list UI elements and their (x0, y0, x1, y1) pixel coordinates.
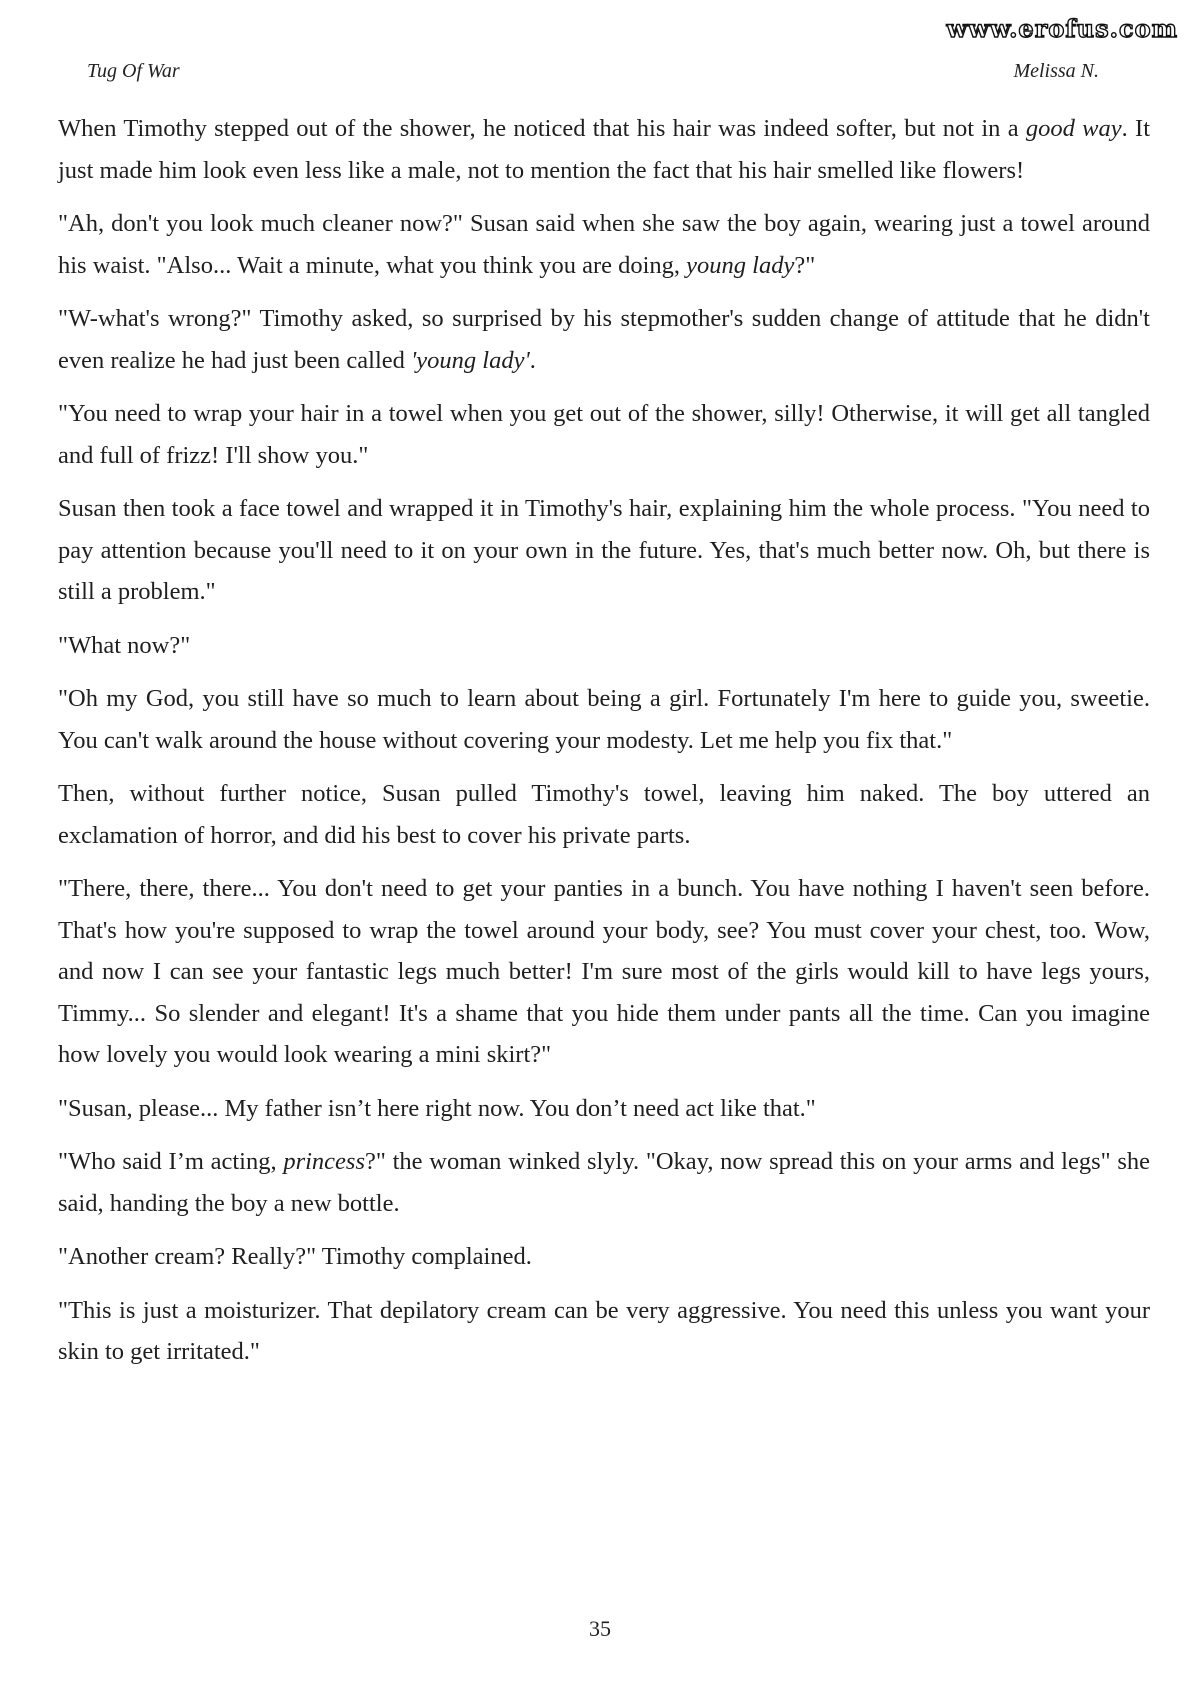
paragraph (58, 868, 1150, 1076)
text-run: "Another cream? Really?" Timothy complained. (58, 1243, 532, 1270)
paragraph (58, 203, 1150, 286)
paragraph (58, 393, 1150, 476)
paragraph (58, 108, 1150, 191)
book-title: Tug Of War (87, 60, 180, 82)
paragraph (58, 488, 1150, 613)
text-run: "Ah, don't you look much cleaner now?" Susan said when she saw the boy again, wearing just a towel around his waist. "Also... Wait a minute, what you think you are doing, (58, 210, 1150, 279)
text-run: "There, there, there... You don't need to get your panties in a bunch. You have nothing I haven't seen before. That's how you're supposed to wrap the towel around your body, see? You must cover your chest, too. Wow, and now I can see your fantastic legs much better! I'm sure most of the girls would kill to have legs yours, Timmy... So slender and elegant! It's a shame that you hide them under pants all the time. Can you imagine how lovely you would look wearing a mini skirt?" (58, 875, 1150, 1068)
paragraph (58, 1236, 1150, 1278)
text-run: . (529, 346, 536, 374)
page-number: 35 (589, 1616, 611, 1641)
paragraph (58, 298, 1150, 381)
text-run: ?" (794, 251, 816, 279)
text-run: . It just made him look even less like a male, not to mention the fact that his hair smelled like flowers! (58, 115, 1150, 184)
author-name: Melissa N. (1013, 60, 1099, 82)
text-run: ?" the woman winked slyly. "Okay, now spread this on your arms and legs" she said, handing the boy a new bottle. (58, 1148, 1151, 1217)
text-run: "W-what's wrong?" Timothy asked, so surprised by his stepmother's sudden change of attitude that he didn't even realize he had just been called (58, 305, 1150, 374)
emphasis-text: young lady (686, 251, 795, 279)
text-run: "This is just a moisturizer. That depilatory cream can be very aggressive. You need this unless you want your skin to get irritated." (58, 1296, 1150, 1365)
text-run: "Oh my God, you still have so much to learn about being a girl. Fortunately I'm here to guide you, sweetie. You can't walk around the house without covering your modesty. Let me help you fix that." (58, 685, 1150, 754)
text-run: "What now?" (58, 631, 191, 659)
body-text (58, 108, 1150, 1385)
paragraph (58, 773, 1150, 856)
emphasis-text: princess (283, 1148, 366, 1175)
text-run: "You need to wrap your hair in a towel when you get out of the shower, silly! Otherwise, it will get all tangled and full of frizz! I'll show you." (58, 400, 1150, 469)
emphasis-text: good way (1025, 115, 1122, 142)
text-run: "Who said I’m acting, (58, 1148, 284, 1175)
text-run: "Susan, please... My father isn’t here right now. You don’t need act like that." (58, 1094, 816, 1122)
paragraph (58, 1290, 1150, 1373)
paragraph (58, 625, 1150, 667)
paragraph (58, 1088, 1150, 1130)
watermark-text: www.erofus.com (946, 14, 1178, 43)
running-header (0, 60, 1200, 92)
paragraph (58, 678, 1150, 761)
text-run: Susan then took a face towel and wrapped it in Timothy's hair, explaining him the whole process. "You need to pay attention because you'll need to it on your own in the future. Yes, that's much better now. Oh, but there is still a problem." (58, 495, 1150, 605)
text-run: When Timothy stepped out of the shower, he noticed that his hair was indeed softer, but not in a (58, 115, 1026, 142)
paragraph (58, 1141, 1150, 1224)
emphasis-text: 'young lady' (411, 346, 530, 374)
text-run: Then, without further notice, Susan pulled Timothy's towel, leaving him naked. The boy uttered an exclamation of horror, and did his best to cover his private parts. (58, 780, 1150, 849)
